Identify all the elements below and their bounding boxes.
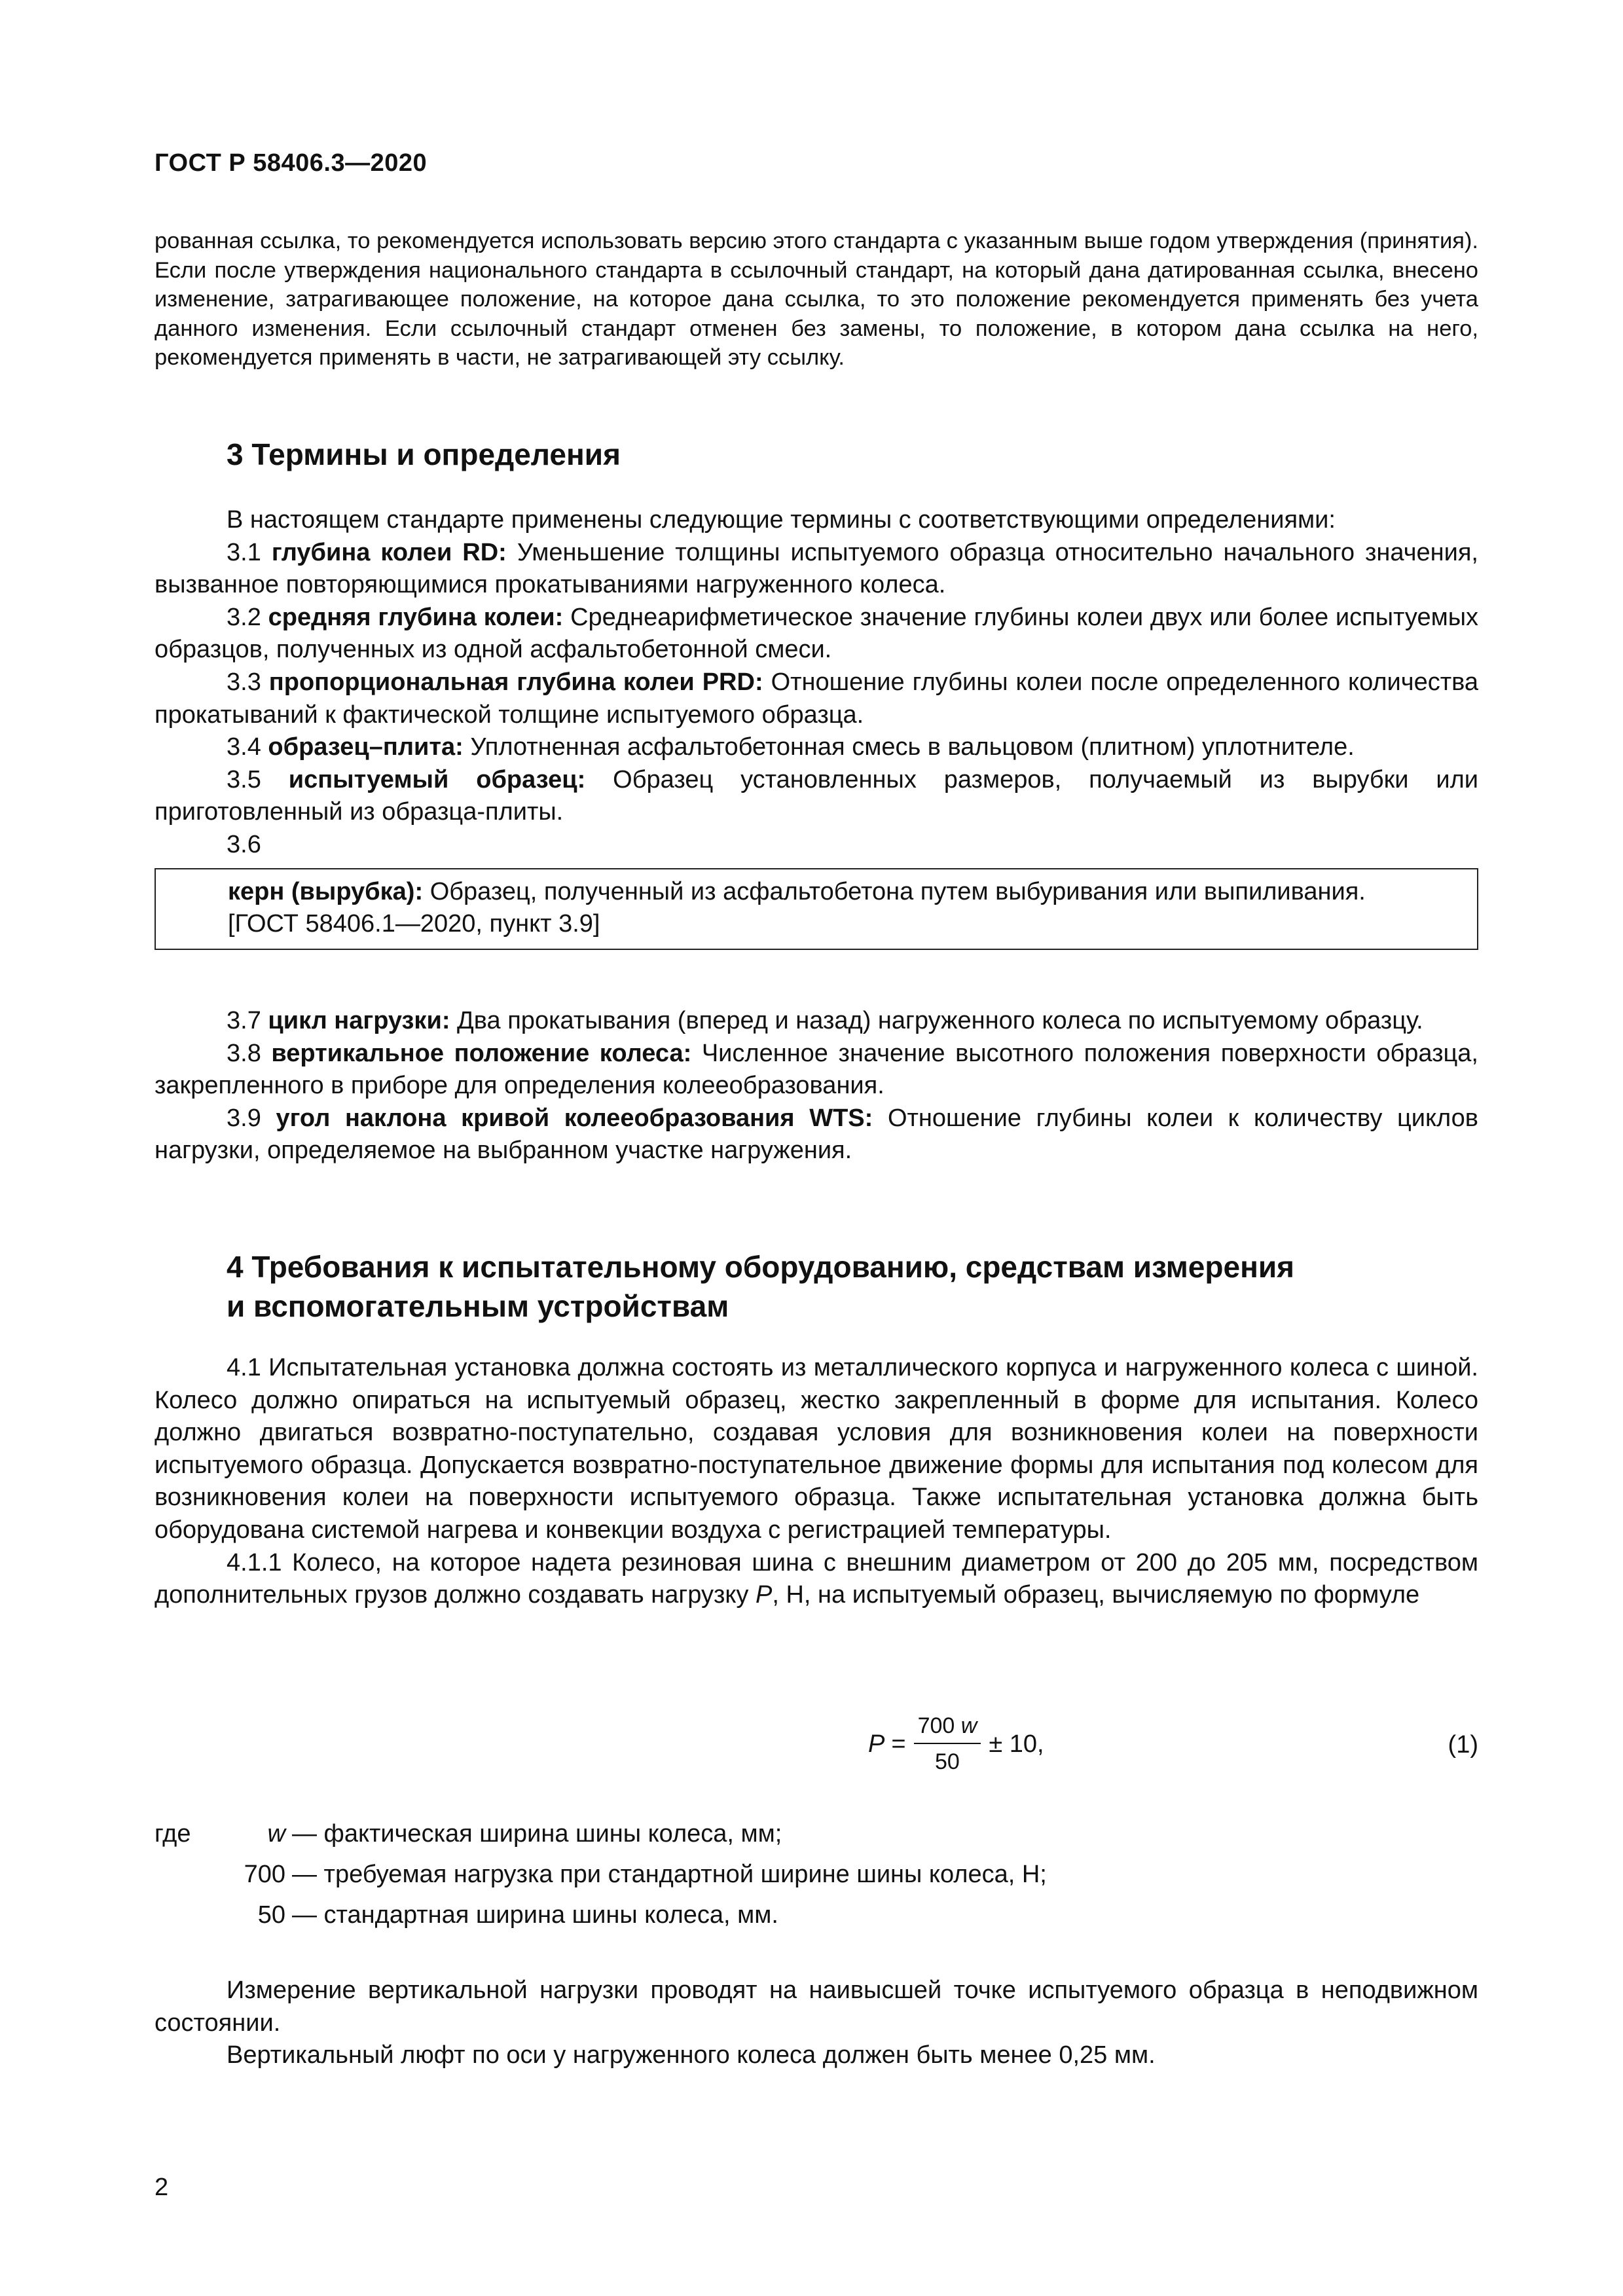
formula-equals: = xyxy=(891,1730,906,1758)
legend-where-label: где xyxy=(155,1820,191,1848)
term-definition: Численное значение высотного положения поверхности образца, закрепленного в приборе для определения колееобразования. xyxy=(155,1039,1478,1100)
section-3-intro: В настоящем стандарте применены следующие термины с соответствующими определениями: xyxy=(227,506,1336,534)
intro-text: рованная ссылка, то рекомендуется использовать версию этого стандарта с указанным выше годом утверждения (принятия). Если после утверждения национального стандарта в ссылочный стандарт, на который дана датированная ссылка, внесено изменение, затрагивающее положение, на которое дана ссылка, то это положение рекомендуется применять без учета данного изменения. Если ссылочный стандарт отменен без замены, то положение, в котором дана ссылка на него, рекомендуется применять в части, не затрагивающей эту ссылку. xyxy=(155,228,1478,371)
formula-number: (1) xyxy=(1448,1731,1478,1758)
legend-description: — фактическая ширина шины колеса, мм; xyxy=(292,1820,782,1848)
formula-legend xyxy=(155,1813,1478,1935)
term-definition: Отношение глубины колеи после определенного количества прокатываний к фактической толщине испытуемого образца. xyxy=(155,668,1479,729)
formula-lhs: P xyxy=(868,1730,885,1758)
term-definition: Уменьшение толщины испытуемого образца относительно начального значения, вызванное повторяющимися прокатываниями нагруженного колеса. xyxy=(155,538,1478,599)
term-number: 3.2 xyxy=(227,603,261,631)
term-3-5 xyxy=(155,764,1478,829)
term-definition: Отношение глубины колеи к количеству циклов нагрузки, определяемое на выбранном участке нагружения. xyxy=(155,1104,1478,1165)
section-3-title: 3 Термины и определения xyxy=(227,437,621,471)
section-3 xyxy=(155,435,1478,950)
term-3-2 xyxy=(155,602,1478,666)
term-3-3 xyxy=(155,666,1478,731)
section-4-title-line1: 4 Требования к испытательному оборудованию, средствам измерения xyxy=(227,1250,1294,1284)
vertical-load-paragraph: Измерение вертикальной нагрузки проводят на наивысшей точке испытуемого образца в неподвижном состоянии. xyxy=(155,1977,1478,2037)
page-number: 2 xyxy=(155,2174,169,2201)
term-name: образец–плита: xyxy=(268,733,464,761)
section-4 xyxy=(155,1247,1478,1612)
legend-symbol: 50 xyxy=(257,1901,285,1929)
term-source-reference: [ГОСТ 58406.1—2020, пункт 3.9] xyxy=(228,910,600,938)
formula-numerator xyxy=(914,1713,981,1744)
term-definition: Образец, полученный из асфальтобетона путем выбуривания или выпиливания. xyxy=(429,877,1366,905)
legend-row xyxy=(155,1854,1478,1895)
document-code-header: ГОСТ Р 58406.3—2020 xyxy=(155,149,428,177)
numerator-variable: w xyxy=(960,1713,977,1738)
term-3-6 xyxy=(156,876,1477,909)
term-3-1 xyxy=(155,537,1478,602)
term-name: пропорциональная глубина колеи PRD: xyxy=(268,668,763,696)
formula-tail: ± 10, xyxy=(989,1730,1044,1758)
term-3-6-number: 3.6 xyxy=(227,830,261,858)
term-3-8 xyxy=(155,1038,1478,1102)
load-variable: P xyxy=(756,1581,773,1609)
term-3-7 xyxy=(155,1005,1478,1038)
formula-denominator: 50 xyxy=(935,1749,960,1774)
section-4-title-line2: и вспомогательным устройствам xyxy=(227,1289,729,1323)
paragraph-4-1-1-part-a: 4.1.1 Колесо, на которое надета резиновая шина с внешним диаметром от 200 до 205 мм, посредством дополнительных грузов должно создавать нагрузку xyxy=(155,1548,1478,1609)
paragraph-4-1-1 xyxy=(155,1547,1478,1612)
term-name: глубина колеи RD: xyxy=(271,538,507,566)
term-definition: Образец установленных размеров, получаемый из вырубки или приготовленный из образца-плиты. xyxy=(155,765,1479,826)
formula-expression xyxy=(868,1705,1044,1783)
borrowed-term-box xyxy=(155,868,1478,950)
term-definition: Среднеарифметическое значение глубины колеи двух или более испытуемых образцов, полученных из одной асфальтобетонной смеси. xyxy=(155,603,1479,664)
paragraph-4-1: 4.1 Испытательная установка должна состоять из металлического корпуса и нагруженного колеса с шиной. Колесо должно опираться на испытуемый образец, жестко закрепленный в форме для испытания. Колесо должно двигаться возвратно-поступательно, создавая условия для возникновения колеи на поверхности испытуемого образца. Допускается возвратно-поступательное движение формы для испытания под колесом для возникновения колеи на поверхности испытуемого образца. Также испытательная установка должна быть оборудована системой нагрева и конвекции воздуха с регистрацией температуры. xyxy=(155,1354,1478,1544)
numerator-value: 700 xyxy=(917,1713,955,1738)
term-number: 3.9 xyxy=(227,1104,261,1132)
term-3-9 xyxy=(155,1102,1478,1167)
term-number: 3.8 xyxy=(227,1039,261,1067)
section-3-continued xyxy=(155,1005,1478,1167)
paragraph-4-1-1-part-b: , Н, на испытуемый образец, вычисляемую по формуле xyxy=(772,1581,1420,1609)
legend-row xyxy=(155,1895,1478,1935)
term-name: угол наклона кривой колееобразования WTS: xyxy=(276,1104,873,1132)
term-definition: Два прокатывания (вперед и назад) нагруженного колеса по испытуемому образцу. xyxy=(457,1007,1423,1034)
legend-description: — стандартная ширина шины колеса, мм. xyxy=(292,1901,778,1929)
term-name: вертикальное положение колеса: xyxy=(271,1039,692,1067)
legend-row xyxy=(155,1813,1478,1854)
term-name: испытуемый образец: xyxy=(288,765,586,793)
term-number: 3.5 xyxy=(227,765,261,793)
legend-description: — требуемая нагрузка при стандартной ширине шины колеса, Н; xyxy=(292,1861,1047,1888)
term-name: керн (вырубка): xyxy=(228,877,424,905)
term-name: цикл нагрузки: xyxy=(268,1007,450,1034)
legend-symbol: w xyxy=(267,1820,285,1848)
term-number: 3.4 xyxy=(227,733,261,761)
section-4-continued xyxy=(155,1975,1478,2072)
legend-symbol: 700 xyxy=(244,1861,285,1888)
term-definition: Уплотненная асфальтобетонная смесь в вальцовом (плитном) уплотнителе. xyxy=(470,733,1355,761)
term-number: 3.1 xyxy=(227,538,261,566)
section-4-title xyxy=(227,1247,1478,1326)
term-name: средняя глубина колеи: xyxy=(268,603,564,631)
intro-paragraph xyxy=(155,227,1478,373)
term-number: 3.3 xyxy=(227,668,261,696)
formula-1 xyxy=(155,1705,1478,1783)
vertical-play-paragraph: Вертикальный люфт по оси у нагруженного колеса должен быть менее 0,25 мм. xyxy=(227,2041,1156,2069)
term-3-4 xyxy=(155,731,1478,764)
term-number: 3.7 xyxy=(227,1007,261,1034)
formula-fraction xyxy=(914,1713,981,1775)
